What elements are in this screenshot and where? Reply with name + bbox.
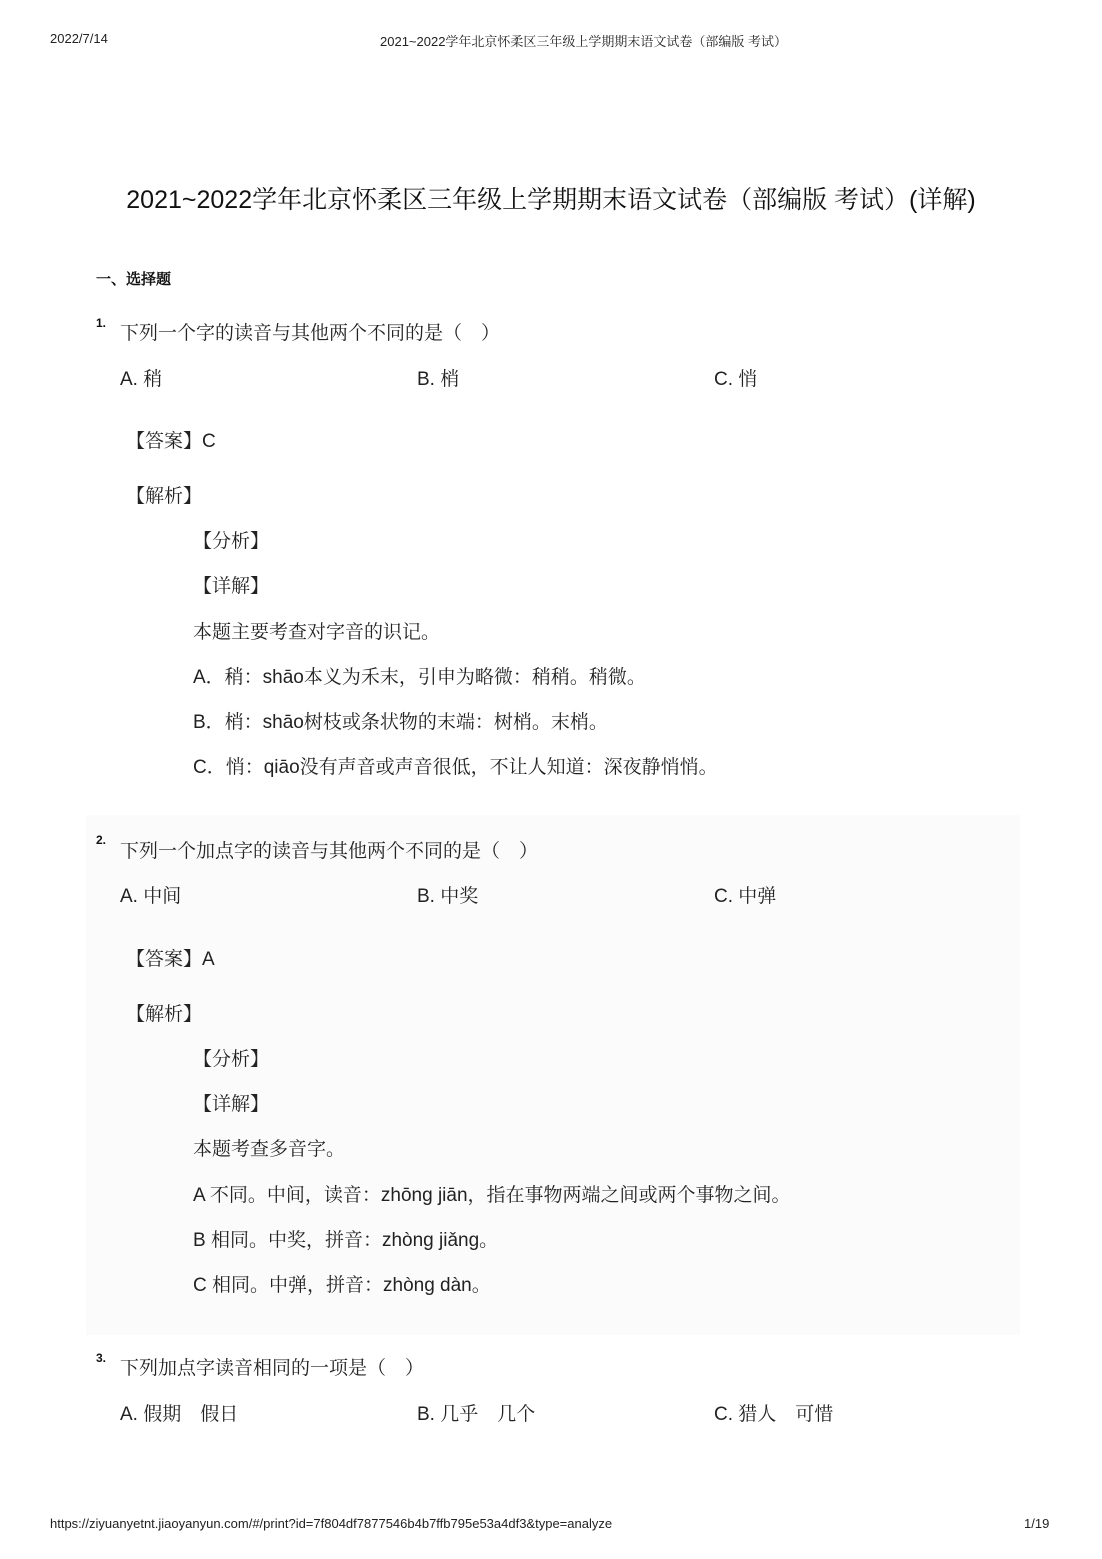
question-number: 1. [96,316,107,330]
option-b: B. 中奖 [417,886,479,907]
question-number: 3. [96,1351,107,1365]
answer-label: 【答案】 [126,431,203,452]
question-text: 下列一个字的读音与其他两个不同的是（ ） [120,323,501,344]
option-a: A. 假期 假日 [120,1404,239,1425]
fenxi-label: 【分析】 [193,1049,270,1070]
explanation-line: 本题主要考查对字音的识记。 [193,622,441,643]
analysis-label: 【解析】 [126,486,203,507]
print-date: 2022/7/14 [50,31,108,46]
option-c: C. 猎人 可惜 [714,1404,834,1425]
option-a: A. 中间 [120,886,182,907]
print-header-title: 2021~2022学年北京怀柔区三年级上学期期末语文试卷（部编版 考试） [380,34,788,49]
explanation-line: C．悄：qiāo没有声音或声音很低，不让人知道：深夜静悄悄。 [193,757,718,778]
section-heading: 一、选择题 [96,271,172,288]
question-text: 下列加点字读音相同的一项是（ ） [120,1358,425,1379]
xiangjie-label: 【详解】 [193,1094,270,1115]
explanation-line: 本题考查多音字。 [193,1139,346,1160]
option-c: C. 中弹 [714,886,777,907]
page-title: 2021~2022学年北京怀柔区三年级上学期期末语文试卷（部编版 考试）(详解) [126,186,976,214]
explanation-line: A 不同。中间，读音：zhōng jiān，指在事物两端之间或两个事物之间。 [193,1185,791,1206]
footer-url: https://ziyuanyetnt.jiaoyanyun.com/#/print?id=7f804df7877546b4b7ffb795e53a4df3&type=analyze [50,1516,613,1531]
xiangjie-label: 【详解】 [193,576,270,597]
explanation-line: C 相同。中弹，拼音：zhòng dàn。 [193,1275,491,1296]
question-text: 下列一个加点字的读音与其他两个不同的是（ ） [120,841,539,862]
option-a: A. 稍 [120,369,163,390]
fenxi-label: 【分析】 [193,531,270,552]
answer-line [126,426,216,453]
answer-value: A [202,949,215,970]
explanation-line: A．稍：shāo本义为禾末，引申为略微：稍稍。稍微。 [193,667,646,688]
question-2-panel [86,815,1020,1335]
explanation-line: B 相同。中奖，拼音：zhòng jiǎng。 [193,1230,499,1251]
option-c: C. 悄 [714,369,758,390]
explanation-line: B．梢：shāo树枝或条状物的末端：树梢。末梢。 [193,712,608,733]
answer-label: 【答案】 [126,949,203,970]
question-number: 2. [96,833,107,847]
answer-line [126,944,215,971]
option-b: B. 几乎 几个 [417,1404,536,1425]
option-b: B. 梢 [417,369,460,390]
analysis-label: 【解析】 [126,1004,203,1025]
page-number: 1/19 [1024,1516,1050,1531]
answer-value: C [202,431,216,452]
